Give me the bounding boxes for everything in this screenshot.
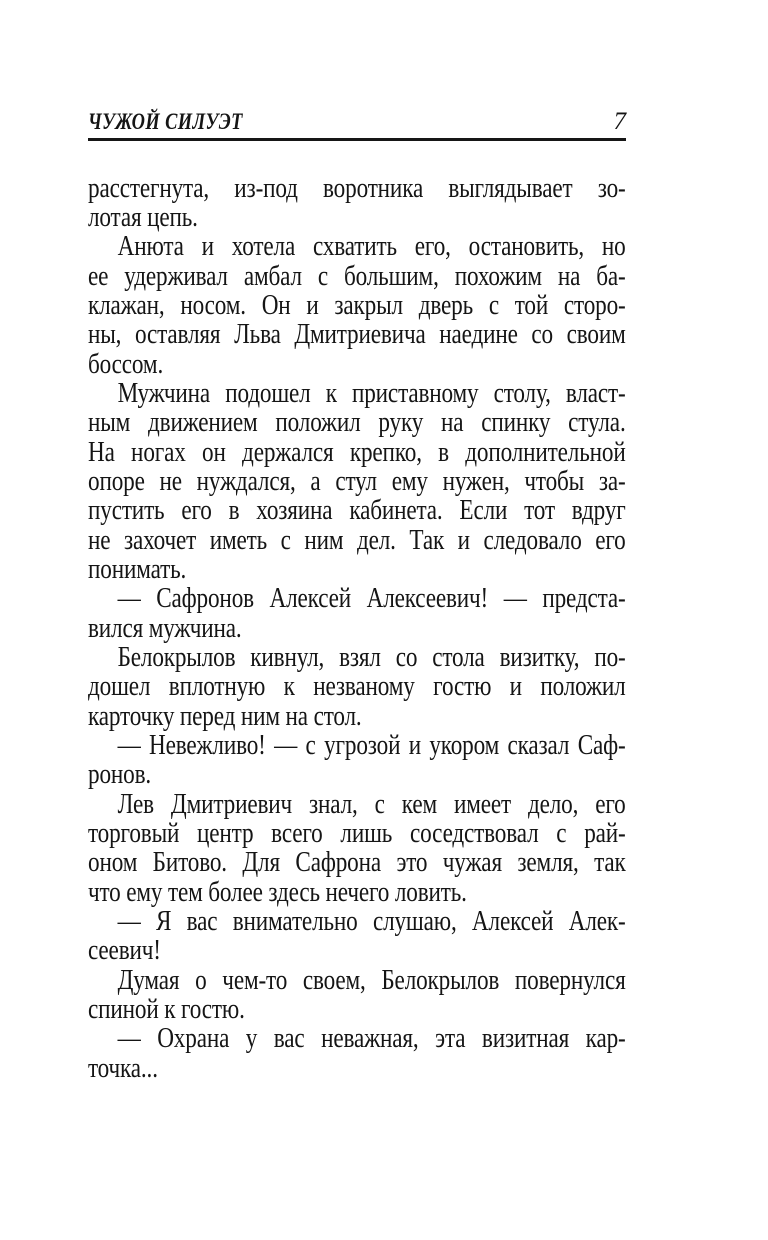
text-line: Анюта и хотела схватить его, остановить, но [117,230,626,263]
running-header-title: ЧУЖОЙ СИЛУЭТ [88,109,243,134]
text-line: ны, оставляя Льва Дмитриевича наедине со своим [88,318,626,351]
text-line: дошел вплотную к незваному гостю и положил [88,670,626,703]
text-line: расстегнута, из-под воротника выглядывает зо- [88,171,626,204]
text-line: спиной к гостю. [88,993,245,1026]
page-number: 7 [613,108,626,135]
running-header [88,0,626,134]
text-line: вился мужчина. [88,611,242,644]
text-line: Лев Дмитриевич знал, с кем имеет дело, его [117,787,626,820]
text-line: боссом. [88,347,164,380]
text-line: клажан, носом. Он и закрыл дверь с той сторо- [88,288,626,321]
text-block [88,0,626,1083]
text-line: Мужчина подошел к приставному столу, власт- [117,376,626,409]
text-line: Думая о чем-то своем, Белокрылов повернулся [117,963,626,996]
text-line: пустить его в хозяина кабинета. Если тот вдруг [88,494,626,527]
text-line: оном Битово. Для Сафрона это чужая земля, так [88,846,626,879]
text-line: — Охрана у вас неважная, эта визитная кар- [117,1022,626,1055]
text-line: понимать. [88,552,187,585]
header-rule [88,138,626,141]
text-line: лотая цепь. [88,200,198,233]
text-line: ным движением положил руку на спинку стула. [88,406,626,439]
text-line: не захочет иметь с ним дел. Так и следовало его [88,523,626,556]
text-line: опоре не нуждался, а стул ему нужен, чтобы за- [88,464,626,497]
text-line: точка... [88,1051,158,1084]
text-line: торговый центр всего лишь соседствовал с рай- [88,817,626,850]
text-line: — Сафронов Алексей Алексеевич! — предста- [117,582,626,615]
text-line: ронов. [88,758,152,791]
text-line: ее удерживал амбал с большим, похожим на ба- [88,259,626,292]
text-line: сеевич! [88,934,161,967]
page-body-text [88,171,626,1084]
text-line: Белокрылов кивнул, взял со стола визитку, по- [117,641,626,673]
text-line: — Невежливо! — с угрозой и укором сказал Саф- [117,729,626,762]
text-line: На ногах он держался крепко, в дополнительной [88,435,626,468]
text-line: что ему тем более здесь нечего ловить. [88,875,467,908]
text-line: — Я вас внимательно слушаю, Алексей Алек- [117,905,626,938]
text-line: карточку перед ним на стол. [88,699,362,732]
